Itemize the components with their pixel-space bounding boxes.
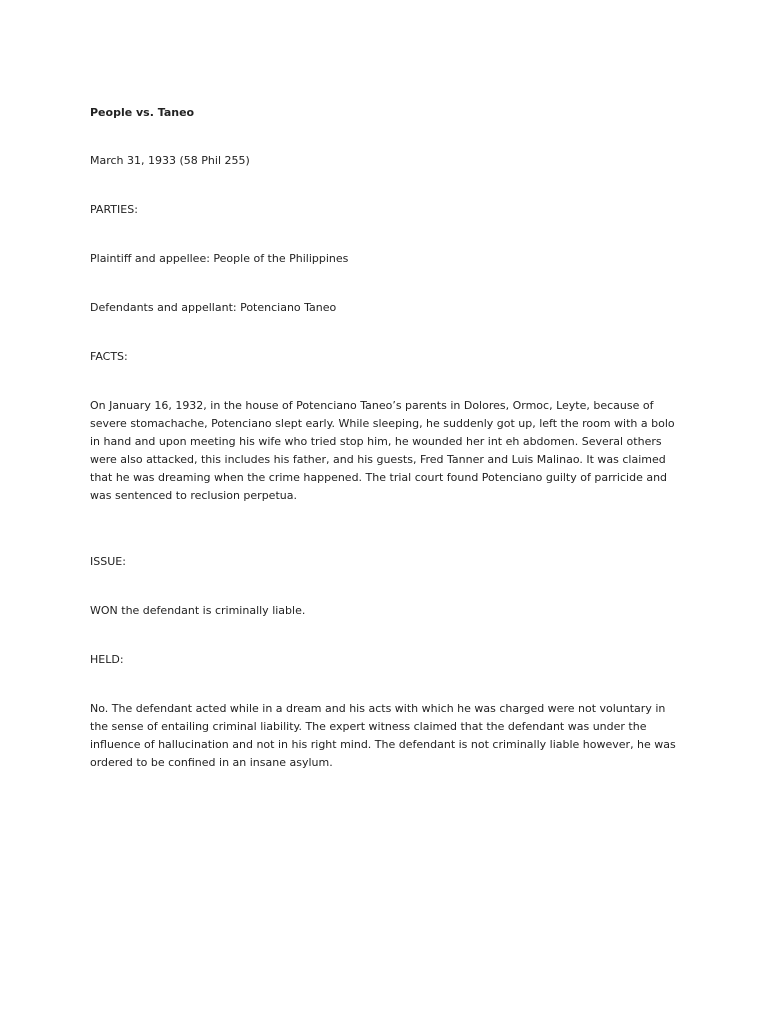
held-heading: HELD: <box>90 653 124 666</box>
paragraph-line: that he was dreaming when the crime happened. The trial court found Potenciano guilty of parricide and <box>90 471 668 484</box>
paragraph-line: in hand and upon meeting his wife who tried stop him, he wounded her int eh abdomen. Several others <box>90 435 662 448</box>
plaintiff-line: Plaintiff and appellee: People of the Philippines <box>90 252 349 265</box>
paragraph-line: ordered to be confined in an insane asylum. <box>90 756 333 769</box>
facts-heading: FACTS: <box>90 350 128 363</box>
facts-paragraph <box>90 397 690 505</box>
parties-heading: PARTIES: <box>90 203 138 216</box>
paragraph-line: the sense of entailing criminal liability. The expert witness claimed that the defendant was under the <box>90 720 647 733</box>
paragraph-line: influence of hallucination and not in his right mind. The defendant is not criminally liable however, he was <box>90 738 676 751</box>
paragraph-line: were also attacked, this includes his father, and his guests, Fred Tanner and Luis Malinao. It was claimed <box>90 453 666 466</box>
issue-text: WON the defendant is criminally liable. <box>90 604 306 617</box>
defendant-line: Defendants and appellant: Potenciano Taneo <box>90 301 337 314</box>
document-title: People vs. Taneo <box>90 106 195 119</box>
issue-heading: ISSUE: <box>90 555 126 568</box>
paragraph-line: On January 16, 1932, in the house of Potenciano Taneo’s parents in Dolores, Ormoc, Leyte, because of <box>90 399 654 412</box>
paragraph-line: No. The defendant acted while in a dream and his acts with which he was charged were not voluntary in <box>90 702 666 715</box>
paragraph-line: was sentenced to reclusion perpetua. <box>90 489 297 502</box>
date-citation: March 31, 1933 (58 Phil 255) <box>90 154 250 167</box>
paragraph-line: severe stomachache, Potenciano slept early. While sleeping, he suddenly got up, left the room with a bolo <box>90 417 675 430</box>
held-paragraph <box>90 700 690 772</box>
